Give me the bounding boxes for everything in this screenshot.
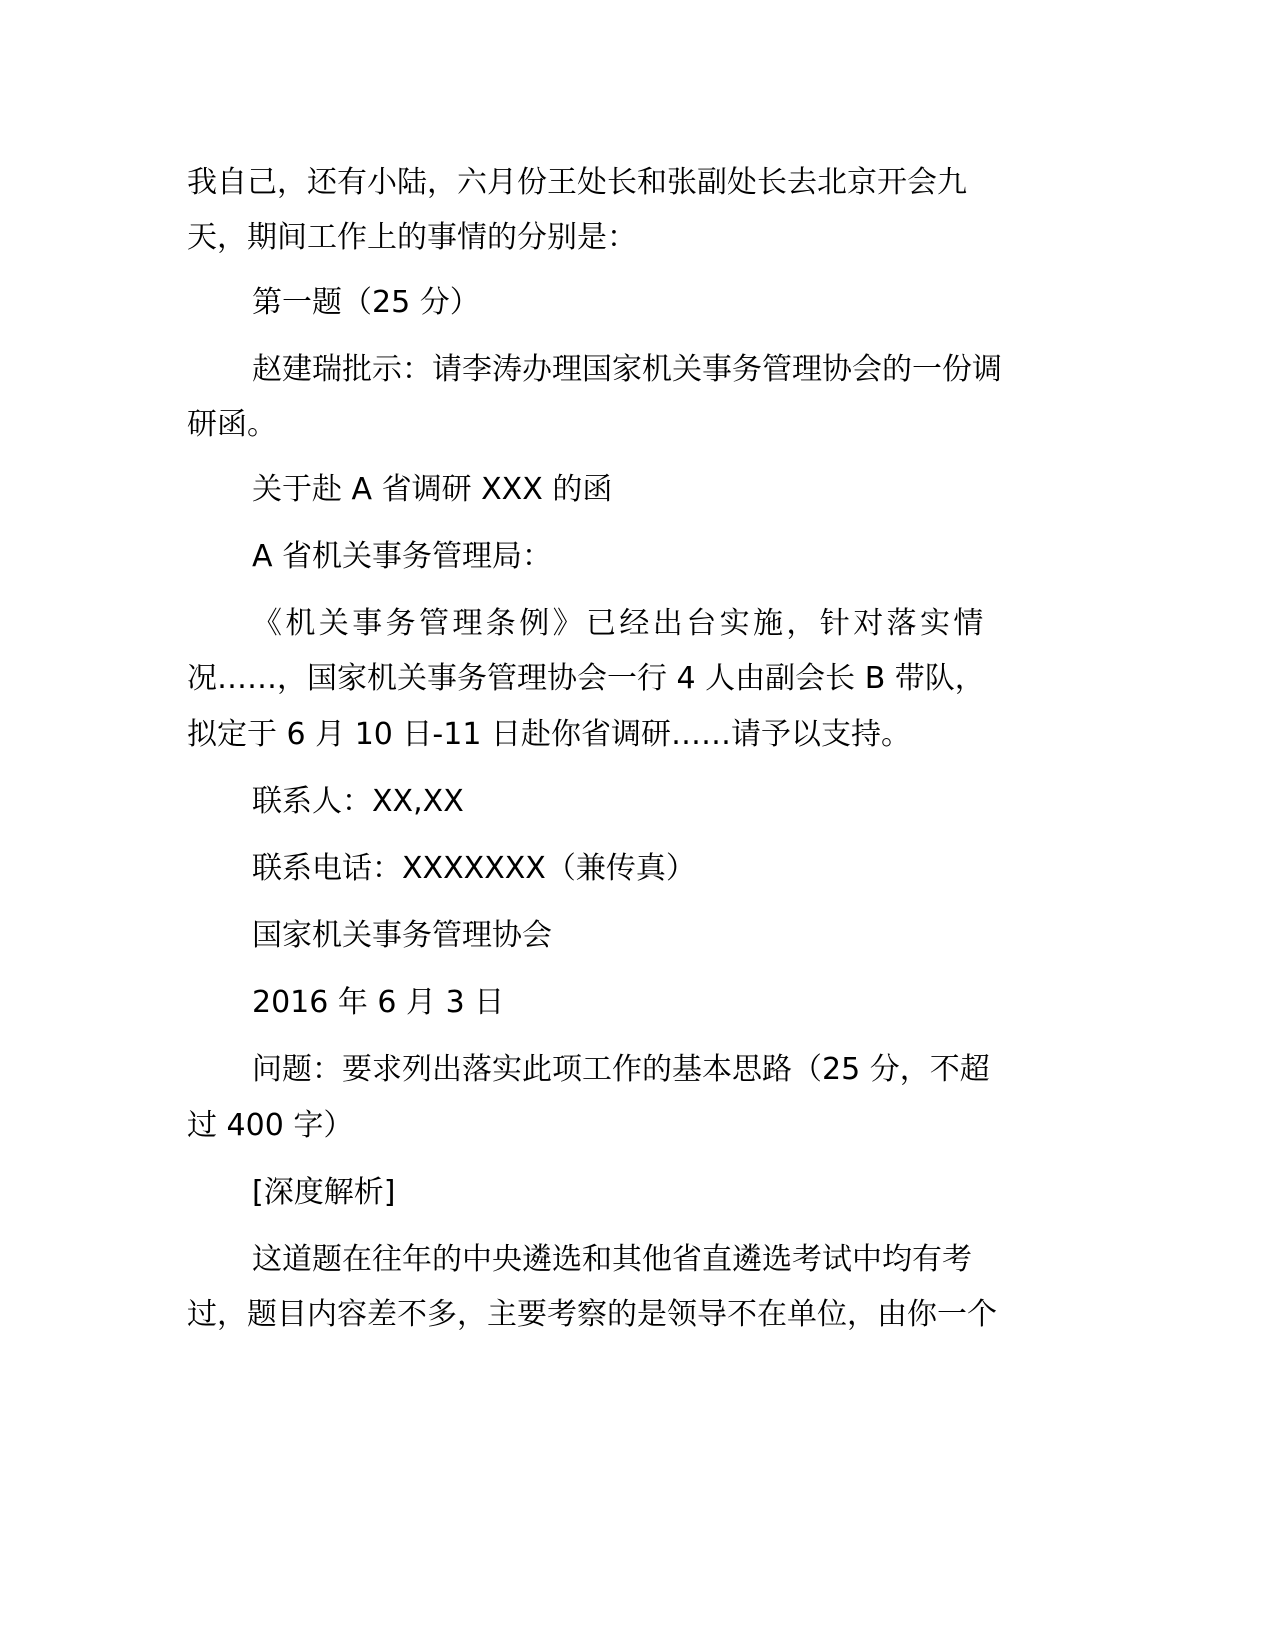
paragraph-line: 过 400 字）: [187, 1108, 354, 1143]
paragraph-line: 研函。: [187, 407, 277, 442]
paragraph-line: 赵建瑞批示：请李涛办理国家机关事务管理协会的一份调: [252, 352, 1002, 387]
paragraph-line: 我自己，还有小陆，六月份王处长和张副处长去北京开会九: [187, 165, 967, 200]
letter-addressee: A 省机关事务管理局：: [252, 539, 553, 574]
letter-title: 关于赴 A 省调研 XXX 的函: [252, 472, 613, 507]
paragraph-line: 过，题目内容差不多，主要考察的是领导不在单位，由你一个: [187, 1297, 997, 1332]
paragraph-line: 《机关事务管理条例》已经出台实施，针对落实情: [252, 606, 987, 641]
contact-phone: 联系电话：XXXXXXX（兼传真）: [252, 851, 696, 886]
question-heading: 第一题（25 分）: [252, 285, 480, 320]
paragraph-line: 这道题在往年的中央遴选和其他省直遴选考试中均有考: [252, 1242, 972, 1277]
paragraph-line: 拟定于 6 月 10 日-11 日赴你省调研……请予以支持。: [187, 717, 911, 752]
contact-person: 联系人：XX,XX: [252, 784, 464, 819]
letter-date: 2016 年 6 月 3 日: [252, 985, 505, 1020]
section-heading: [深度解析]: [252, 1175, 396, 1210]
paragraph-line: 天，期间工作上的事情的分别是：: [187, 220, 637, 255]
paragraph-line: 况……，国家机关事务管理协会一行 4 人由副会长 B 带队，: [187, 661, 985, 696]
letter-signature: 国家机关事务管理协会: [252, 918, 552, 953]
paragraph-line: 问题：要求列出落实此项工作的基本思路（25 分，不超: [252, 1052, 990, 1087]
